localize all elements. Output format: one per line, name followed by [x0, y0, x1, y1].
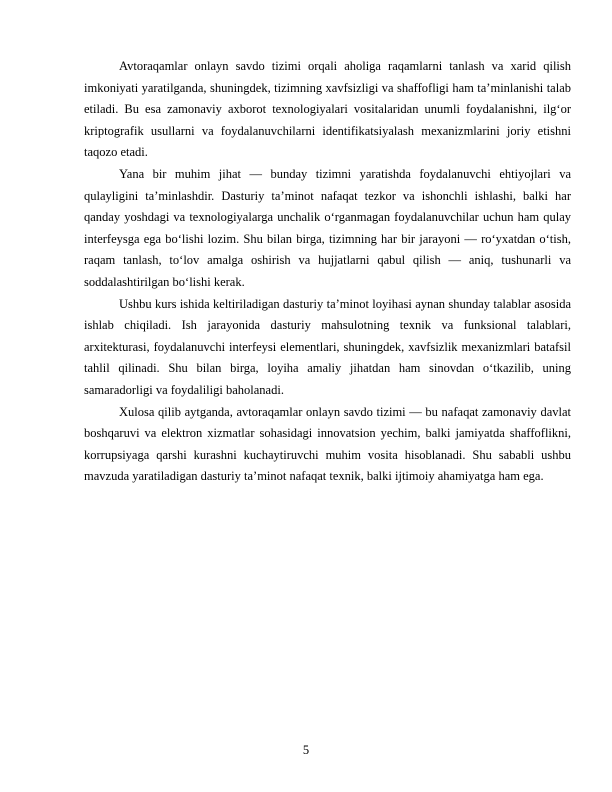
paragraph-3: Ushbu kurs ishida keltiriladigan dasturiy ta’minot loyihasi aynan shunday talablar asosida ishlab chiqiladi. Ish jarayonida dasturiy mahsulotning texnik va funksional talablari, arxitekturasi, foydalanuvchi interfeysi elementlari, shuningdek, xavfsizlik mexanizmlari batafsil tahlil qilinadi. Shu bilan birga, loyiha amaliy jihatdan ham sinovdan o‘tkazilib, uning samaradorligi va foydaliligi baholanadi. [84, 296, 571, 397]
paragraph-2: Yana bir muhim jihat — bunday tizimni yaratishda foydalanuvchi ehtiyojlari va qulayligini ta’minlashdir. Dasturiy ta’minot nafaqat tezkor va ishonchli ishlashi, balki har qanday yoshdagi va texnologiyalarga unchalik o‘rganmagan foydalanuvchilar uchun ham qulay interfeysga ega bo‘lishi lozim. Shu bilan birga, tizimning har bir jarayoni — ro‘yxatdan o‘tish, raqam tanlash, to‘lov amalga oshirish va hujjatlarni qabul qilish — aniq, tushunarli va soddalashtirilgan bo‘lishi kerak. [84, 166, 571, 289]
page-number: 5 [302, 743, 310, 757]
paragraph-1: Avtoraqamlar onlayn savdo tizimi orqali aholiga raqamlarni tanlash va xarid qilish imkoniyati yaratilganda, shuningdek, tizimning xavfsizligi va shaffofligi ham ta’minlanishi talab etiladi. Bu esa zamonaviy axborot texnologiyalari vositalaridan unumli foydalanishni, ilg‘or kriptografik usullarni va foydalanuvchilarni identifikatsiyalash mexanizmlarini joriy etishni taqozo etadi. [84, 59, 571, 160]
paragraph-4: Xulosa qilib aytganda, avtoraqamlar onlayn savdo tizimi — bu nafaqat zamonaviy davlat boshqaruvi va elektron xizmatlar sohasidagi innovatsion yechim, balki jamiyatda shaffoflikni, korrupsiyaga qarshi kurashni kuchaytiruvchi muhim vosita hisoblanadi. Shu sababli ushbu mavzuda yaratiladigan dasturiy ta’minot nafaqat texnik, balki ijtimoiy ahamiyatga ham ega. [84, 404, 571, 484]
document-body [84, 56, 571, 488]
